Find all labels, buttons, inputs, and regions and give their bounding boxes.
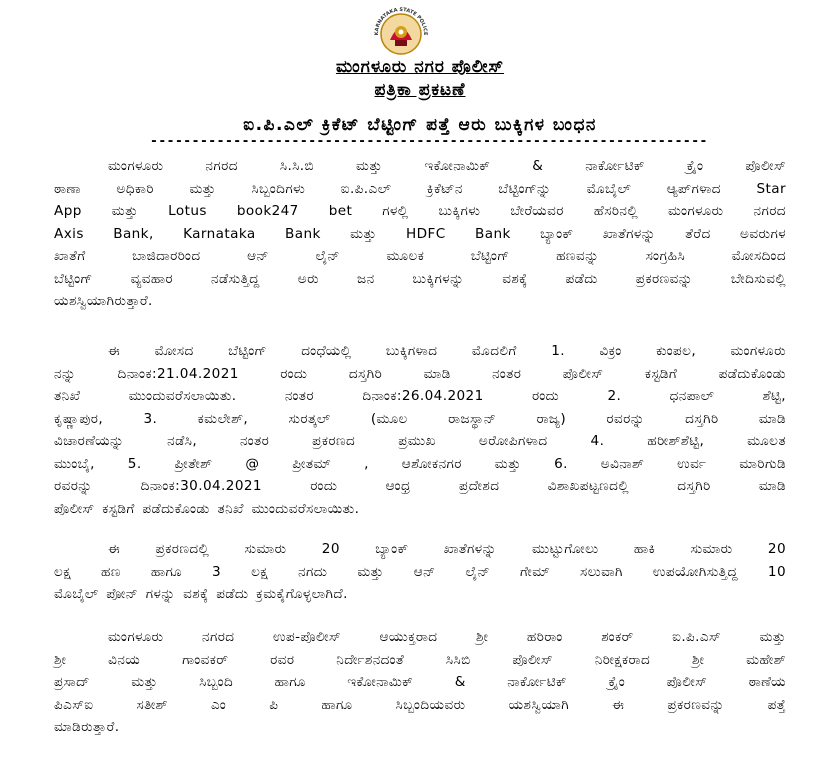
paragraph-line: App ಮತ್ತು Lotus book247 bet ಗಳಲ್ಲಿ ಬುಕ್ಕಿಗಳು ಬೇರೆಯವರ ಹೆಸರಿನಲ್ಲಿ ಮಂಗಳೂರು ನಗರದ [54, 203, 786, 219]
paragraph-line: ಪ್ರಸಾದ್ ಮತ್ತು ಸಿಬ್ಬಂದಿ ಹಾಗೂ ಇಕೋನಾಮಿಕ್ & ನಾರ್ಕೋಟಿಕ್ ಕ್ರೈಂ ಪೊಲೀಸ್ ಠಾಣೆಯ [54, 674, 786, 690]
police-emblem-icon [370, 4, 432, 56]
paragraph-line: ಈ ಮೋಸದ ಬೆಟ್ಟಿಂಗ್ ದಂಧೆಯಲ್ಲಿ ಬುಕ್ಕಿಗಳಾದ ಮೊದಲಿಗೆ 1. ವಿಕ್ರಂ ಕುಂಪಲ, ಮಂಗಳೂರು [108, 343, 786, 359]
paragraph-line: ಶ್ರೀ ವಿನಯ ಗಾಂವಕರ್ ರವರ ನಿರ್ದೇಶನದಂತೆ ಸಿಸಿಬಿ ಪೊಲೀಸ್ ನಿರೀಕ್ಷಕರಾದ ಶ್ರೀ ಮಹೇಶ್ [54, 651, 786, 668]
paragraph-line: ಮಂಗಳೂರು ನಗರದ ಸಿ.ಸಿ.ಬಿ ಮತ್ತು ಇಕೋನಾಮಿಕ್ & ನಾರ್ಕೋಟಿಕ್ ಕ್ರೈಂ ಪೊಲೀಸ್ [108, 158, 786, 174]
paragraph-1 [54, 155, 786, 313]
paragraph-2 [54, 340, 786, 520]
press-release-headline: ಐ.ಪಿ.ಎಲ್ ಕ್ರಿಕೆಟ್ ಬೆಟ್ಟಿಂಗ್ ಪತ್ತೆ ಆರು ಬುಕ್ಕಿಗಳ ಬಂಧನ [243, 115, 597, 135]
paragraph-line: ಮಾಡಿರುತ್ತಾರೆ. [54, 719, 120, 735]
paragraph-line: ತನಿಖೆ ಮುಂದುವರೆಸಲಾಯಿತು. ನಂತರ ದಿನಾಂಕ:26.04.2021 ರಂದು 2. ಧನಪಾಲ್ ಶೆಟ್ಟಿ, [54, 388, 786, 404]
paragraph-3 [54, 538, 786, 606]
paragraph-4 [54, 626, 786, 739]
office-name: ಮಂಗಳೂರು ನಗರ ಪೊಲೀಸ್ [335, 57, 505, 77]
paragraph-line: ಮುಂಬೈ, 5. ಪ್ರೀತೇಶ್ @ ಪ್ರೀತಮ್ , ಆಶೋಕನಗರ ಮತ್ತು 6. ಅವಿನಾಶ್ ಉರ್ವ ಮಾರಿಗುಡಿ [54, 455, 786, 472]
paragraph-line: ರವರನ್ನು ದಿನಾಂಕ:30.04.2021 ರಂದು ಆಂಧ್ರ ಪ್ರದೇಶದ ವಿಶಾಖಪಟ್ಟಣದಲ್ಲಿ ದಸ್ತಗಿರಿ ಮಾಡಿ [54, 478, 786, 494]
paragraph-line: ಖಾತೆಗೆ ಬಾಜಿದಾರರಿಂದ ಆನ್ ಲೈನ್ ಮೂಲಕ ಬೆಟ್ಟಿಂಗ್ ಹಣವನ್ನು ಸಂಗ್ರಹಿಸಿ ಮೋಸದಿಂದ [54, 248, 786, 264]
paragraph-line: ಕೃಷ್ಣಾಪುರ, 3. ಕಮಲೇಶ್, ಸುರತ್ಕಲ್ (ಮೂಲ ರಾಜಸ್ಥಾನ್ ರಾಜ್ಯ) ರವರನ್ನು ದಸ್ತಗಿರಿ ಮಾಡಿ [54, 410, 786, 427]
paragraph-line: ಯಶಸ್ವಿಯಾಗಿರುತ್ತಾರೆ. [54, 293, 153, 309]
paragraph-line: ಈ ಪ್ರಕರಣದಲ್ಲಿ ಸುಮಾರು 20 ಬ್ಯಾಂಕ್ ಖಾತೆಗಳನ್ನು ಮುಟ್ಟುಗೋಲು ಹಾಕಿ ಸುಮಾರು 20 [108, 541, 786, 557]
paragraph-line: Axis Bank, Karnataka Bank ಮತ್ತು HDFC Bank ಬ್ಯಾಂಕ್ ಖಾತೆಗಳನ್ನು ತೆರೆದ ಅವರುಗಳ [54, 225, 786, 242]
paragraph-line: ಬೆಟ್ಟಿಂಗ್ ವ್ಯವಹಾರ ನಡೆಸುತ್ತಿದ್ದ ಅರು ಜನ ಬುಕ್ಕಿಗಳನ್ನು ವಶಕ್ಕೆ ಪಡೆದು ಪ್ರಕರಣವನ್ನು ಬೇದಿಸುವಲ್ಲಿ [54, 270, 786, 287]
emblem-text: KARNATAKA STATE POLICE [373, 6, 429, 36]
paragraph-line: ವಿಚಾರಣೆಯನ್ನು ನಡೆಸಿ, ನಂತರ ಪ್ರಕರಣದ ಪ್ರಮುಖ ಅರೋಪಿಗಳಾದ 4. ಹರೀಶ್‌ಶೆಟ್ಟಿ, ಮೂಲತ [54, 433, 786, 449]
paragraph-line: ಮಂಗಳೂರು ನಗರದ ಉಪ-ಪೊಲೀಸ್ ಆಯುಕ್ತರಾದ ಶ್ರೀ ಹರಿರಾಂ ಶಂಕರ್ ಐ.ಪಿ.ಎಸ್ ಮತ್ತು [108, 629, 786, 645]
paragraph-line: ಲಕ್ಷ ಹಣ ಹಾಗೂ 3 ಲಕ್ಷ ನಗದು ಮತ್ತು ಆನ್ ಲೈನ್ ಗೇಮ್ ಸಲುವಾಗಿ ಉಪಯೋಗಿಸುತ್ತಿದ್ದ 10 [54, 563, 786, 580]
paragraph-line: ಪಿಎಸ್‌ಐ ಸತೀಶ್ ಎಂ ಪಿ ಹಾಗೂ ಸಿಬ್ಬಂದಿಯವರು ಯಶಸ್ವಿಯಾಗಿ ಈ ಪ್ರಕರಣವನ್ನು ಪತ್ತೆ [54, 696, 786, 713]
paragraph-line: ಠಾಣಾ ಅಧಿಕಾರಿ ಮತ್ತು ಸಿಬ್ಬಂದಿಗಳು ಐ.ಪಿ.ಎಲ್ ಕ್ರಿಕೆಟ್‌ನ ಬೆಟ್ಟಿಂಗ್‌ನ್ನು ಮೊಬೈಲ್ ಆ್ಯಪ್‌ಗಳಾದ Star [54, 180, 786, 197]
paragraph-line: ನನ್ನು ದಿನಾಂಕ:21.04.2021 ರಂದು ದಸ್ತಗಿರಿ ಮಾಡಿ ನಂತರ ಪೊಲೀಸ್ ಕಸ್ಟಡಿಗೆ ಪಡೆದುಕೊಂಡು [54, 365, 786, 382]
document-type: ಪತ್ರಿಕಾ ಪ್ರಕಟಣೆ [374, 80, 466, 100]
paragraph-line: ಮೊಬೈಲ್ ಪೋನ್ ಗಳನ್ನು ವಶಕ್ಕೆ ಪಡೆದು ಕ್ರಮಕೈಗೊಳ್ಳಲಾಗಿದೆ. [54, 586, 348, 602]
paragraph-line: ಪೊಲೀಸ್ ಕಸ್ಟಡಿಗೆ ಪಡೆದುಕೊಂಡು ತನಿಖೆ ಮುಂದುವರೆಸಲಾಯಿತು. [54, 500, 360, 517]
separator-line: ------------------------------------------------------------------- [150, 134, 708, 149]
